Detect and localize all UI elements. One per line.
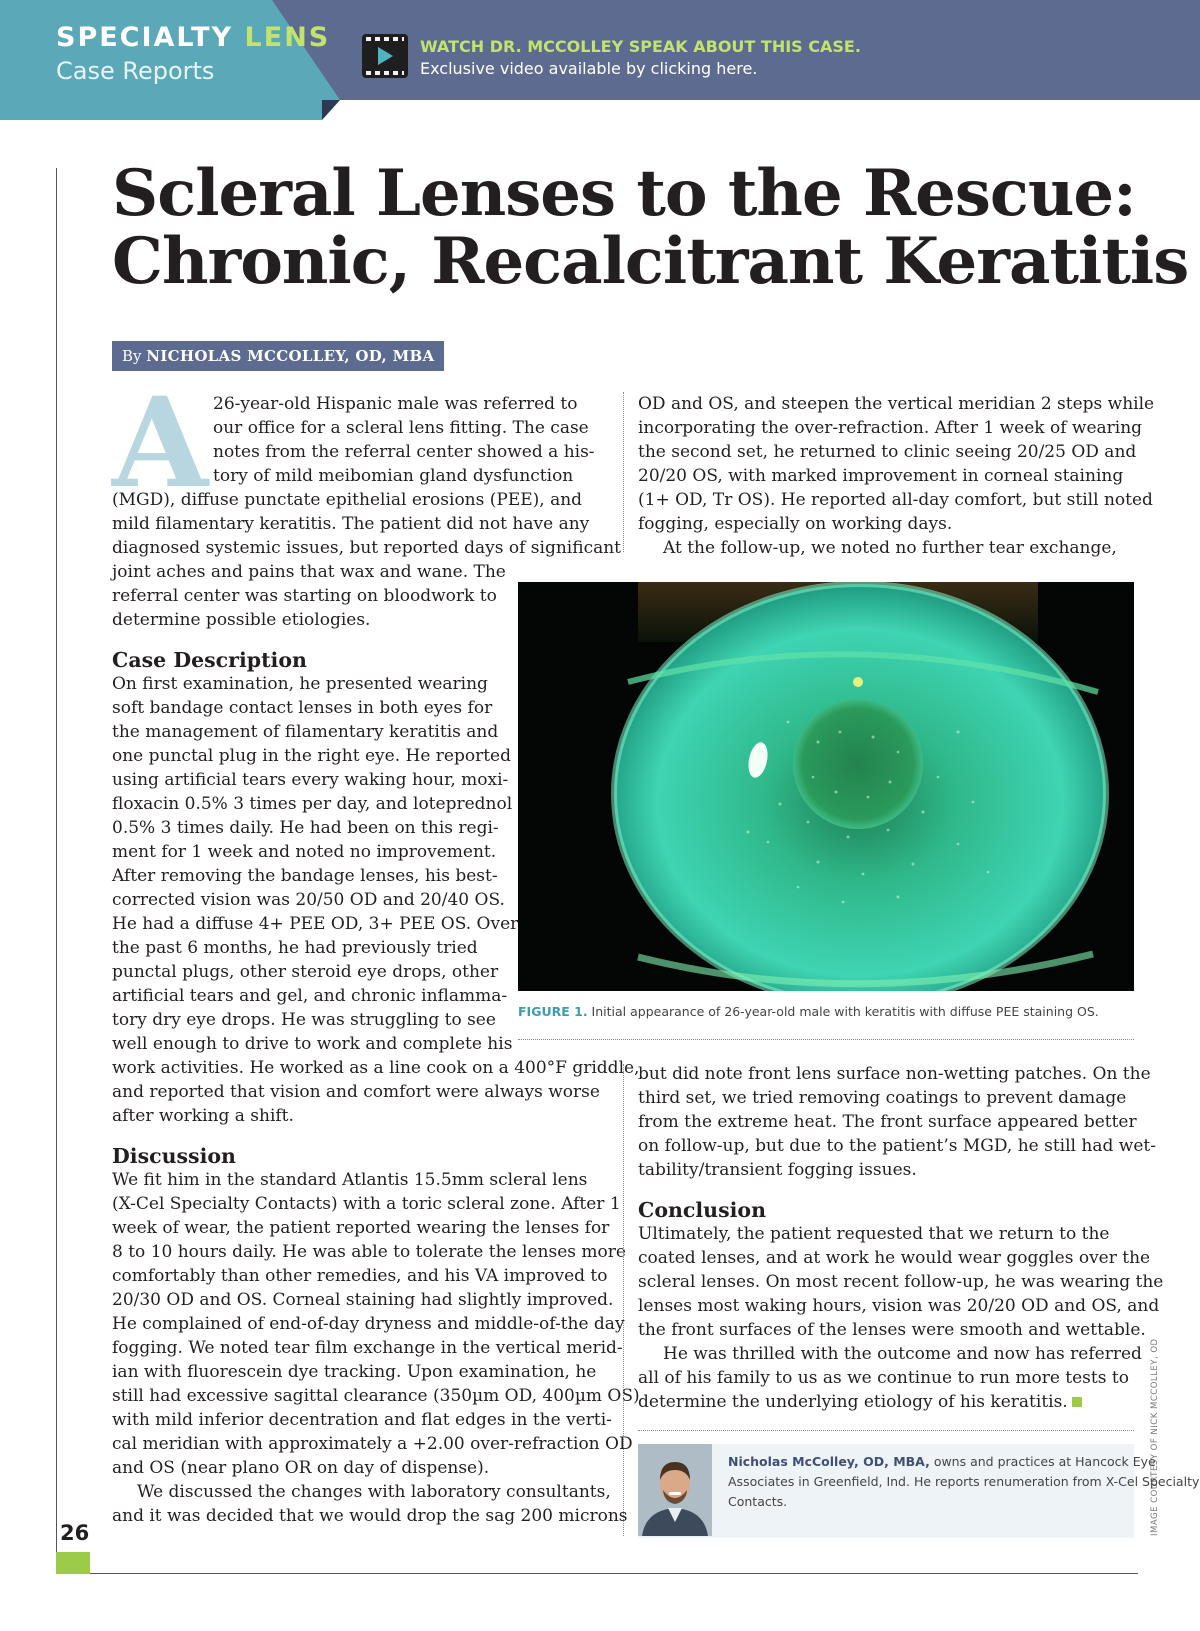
end-mark-icon <box>1072 1397 1082 1407</box>
article-title <box>112 156 1189 299</box>
discussion-heading: Discussion <box>112 1144 236 1168</box>
intro-indented <box>213 392 595 488</box>
text-line: 0.5% 3 times daily. He had been on this regi- <box>112 818 499 838</box>
text-line: cal meridian with approximately a +2.00 over-refraction OD <box>112 1434 633 1454</box>
text-line: and it was decided that we would drop the sag 200 microns <box>112 1506 628 1526</box>
text-line: corrected vision was 20/50 OD and 20/40 OS. <box>112 890 505 910</box>
title-line: Scleral Lenses to the Rescue: <box>112 156 1136 231</box>
text-line: ian with fluorescein dye tracking. Upon examination, he <box>112 1362 597 1382</box>
author-divider <box>638 1430 1134 1431</box>
text-line <box>638 1390 1163 1414</box>
text-line: well enough to drive to work and complete his <box>112 1034 513 1054</box>
text-line: artificial tears and gel, and chronic inflamma- <box>112 986 508 1006</box>
text-line: Ultimately, the patient requested that we return to the <box>638 1224 1110 1244</box>
text-line: work activities. He worked as a line cook on a 400°F griddle, <box>112 1058 640 1078</box>
bottom-rule <box>56 1573 1138 1574</box>
text-line: floxacin 0.5% 3 times per day, and loteprednol <box>112 794 513 814</box>
text-line: tability/transient fogging issues. <box>638 1160 917 1180</box>
figure-caption-text: Initial appearance of 26-year-old male with keratitis with diffuse PEE staining OS. <box>591 1004 1099 1019</box>
right-column-top <box>638 392 1154 560</box>
text-line: notes from the referral center showed a his- <box>213 442 595 462</box>
text-line: At the follow-up, we noted no further tear exchange, <box>663 538 1117 558</box>
text-line: He was thrilled with the outcome and now has referred <box>663 1344 1142 1364</box>
text-line: tory dry eye drops. He was struggling to see <box>112 1010 496 1030</box>
text-line: 8 to 10 hours daily. He was able to tolerate the lenses more <box>112 1242 626 1262</box>
author-bio-text: owns and practices at Hancock Eye <box>933 1454 1156 1469</box>
drop-cap: A <box>112 371 209 516</box>
film-play-icon[interactable] <box>362 34 408 78</box>
text-line: comfortably than other remedies, and his VA improved to <box>112 1266 608 1286</box>
page-number-block <box>56 1552 90 1574</box>
text-line: He had a diffuse 4+ PEE OD, 3+ PEE OS. Over <box>112 914 519 934</box>
text-line: (1+ OD, Tr OS). He reported all-day comfort, but still noted <box>638 490 1153 510</box>
text-line: the past 6 months, he had previously tried <box>112 938 478 958</box>
text-line: After removing the bandage lenses, his best- <box>112 866 498 886</box>
page-number: 26 <box>60 1521 90 1545</box>
author-photo <box>638 1444 712 1536</box>
text-line: On first examination, he presented wearing <box>112 674 488 694</box>
text-line: mild filamentary keratitis. The patient did not have any <box>112 514 590 534</box>
text-line: punctal plugs, other steroid eye drops, other <box>112 962 499 982</box>
kicker-main: SPECIALTY <box>56 22 234 53</box>
text-line: fogging. We noted tear film exchange in the vertical merid- <box>112 1338 623 1358</box>
text-line: soft bandage contact lenses in both eyes for <box>112 698 493 718</box>
byline <box>112 341 444 371</box>
video-link-title[interactable]: WATCH DR. MCCOLLEY SPEAK ABOUT THIS CASE. <box>420 37 861 56</box>
text-line: 20/20 OS, with marked improvement in corneal staining <box>638 466 1124 486</box>
text-line: coated lenses, and at work he would wear goggles over the <box>638 1248 1151 1268</box>
text-line: determine possible etiologies. <box>112 610 371 630</box>
byline-author: NICHOLAS MCCOLLEY, OD, MBA <box>146 347 435 365</box>
author-bio-line <box>728 1452 1199 1472</box>
text-line: the management of filamentary keratitis and <box>112 722 499 742</box>
section-subtitle: Case Reports <box>56 57 215 85</box>
figure-1-image <box>518 582 1134 991</box>
kicker-accent: LENS <box>244 22 331 53</box>
text-line: using artificial tears every waking hour, moxi- <box>112 770 509 790</box>
conclusion-heading: Conclusion <box>638 1198 766 1222</box>
text-line: He complained of end-of-day dryness and middle-of-the day <box>112 1314 625 1334</box>
text-line: with mild inferior decentration and flat edges in the verti- <box>112 1410 612 1430</box>
author-bio-line: Associates in Greenfield, Ind. He reports renumeration from X-Cel Specialty <box>728 1474 1200 1489</box>
right-column-bottom <box>638 1062 1163 1414</box>
case-description-heading: Case Description <box>112 648 307 672</box>
text-line: third set, we tried removing coatings to prevent damage <box>638 1088 1127 1108</box>
video-link-subtitle[interactable]: Exclusive video available by clicking here. <box>420 59 758 78</box>
text-line: lenses most waking hours, vision was 20/20 OD and OS, and <box>638 1296 1160 1316</box>
text-line: scleral lenses. On most recent follow-up, he was wearing the <box>638 1272 1164 1292</box>
text-line: ment for 1 week and noted no improvement. <box>112 842 497 862</box>
text-line: joint aches and pains that wax and wane. The <box>112 562 506 582</box>
text-line: OD and OS, and steepen the vertical meridian 2 steps while <box>638 394 1155 414</box>
text-line: one punctal plug in the right eye. He reported <box>112 746 512 766</box>
text-line: after working a shift. <box>112 1106 294 1126</box>
text-line: incorporating the over-refraction. After 1 week of wearing <box>638 418 1143 438</box>
column-divider <box>623 392 624 552</box>
byline-prefix: By <box>122 347 142 365</box>
text-line: the second set, he returned to clinic seeing 20/25 OD and <box>638 442 1137 462</box>
title-line: Chronic, Recalcitrant Keratitis <box>112 224 1189 299</box>
author-bio <box>728 1452 1199 1512</box>
author-bio-line: Contacts. <box>728 1494 788 1509</box>
text-line: tory of mild meibomian gland dysfunction <box>213 466 574 486</box>
text-line: (X-Cel Specialty Contacts) with a toric scleral zone. After 1 <box>112 1194 621 1214</box>
text-line: and reported that vision and comfort were always worse <box>112 1082 600 1102</box>
figure-label: FIGURE 1. <box>518 1004 588 1019</box>
column-divider <box>623 1064 624 1536</box>
figure-caption <box>518 1004 1099 1019</box>
text-line: week of wear, the patient reported wearing the lenses for <box>112 1218 610 1238</box>
text-line: fogging, especially on working days. <box>638 514 953 534</box>
text-line: from the extreme heat. The front surface appeared better <box>638 1112 1137 1132</box>
text-line: all of his family to us as we continue to run more tests to <box>638 1368 1129 1388</box>
text-line: 26-year-old Hispanic male was referred to <box>213 394 578 414</box>
text-line: We fit him in the standard Atlantis 15.5mm scleral lens <box>112 1170 588 1190</box>
text-line: the front surfaces of the lenses were smooth and wettable. <box>638 1320 1146 1340</box>
text-line: We discussed the changes with laboratory consultants, <box>137 1482 611 1502</box>
text-line: but did note front lens surface non-wetting patches. On the <box>638 1064 1151 1084</box>
author-name: Nicholas McColley, OD, MBA, <box>728 1454 930 1469</box>
text-line: and OS (near plano OR on day of dispense). <box>112 1458 490 1478</box>
text-line: (MGD), diffuse punctate epithelial erosions (PEE), and <box>112 490 583 510</box>
text-line: 20/30 OD and OS. Corneal staining had slightly improved. <box>112 1290 614 1310</box>
image-credit: IMAGE COURTESY OF NICK MCCOLLEY, OD <box>1150 1338 1160 1536</box>
figure-divider <box>518 1039 1134 1040</box>
text-line: diagnosed systemic issues, but reported days of significant <box>112 538 622 558</box>
section-kicker <box>56 22 330 53</box>
text-line: referral center was starting on bloodwork to <box>112 586 497 606</box>
left-margin-rule <box>56 168 57 1574</box>
text-line: our office for a scleral lens fitting. The case <box>213 418 589 438</box>
text-line-content: determine the underlying etiology of his keratitis. <box>638 1392 1068 1412</box>
text-line: on follow-up, but due to the patient’s MGD, he still had wet- <box>638 1136 1156 1156</box>
text-line: still had excessive sagittal clearance (350µm OD, 400µm OS) <box>112 1386 640 1406</box>
